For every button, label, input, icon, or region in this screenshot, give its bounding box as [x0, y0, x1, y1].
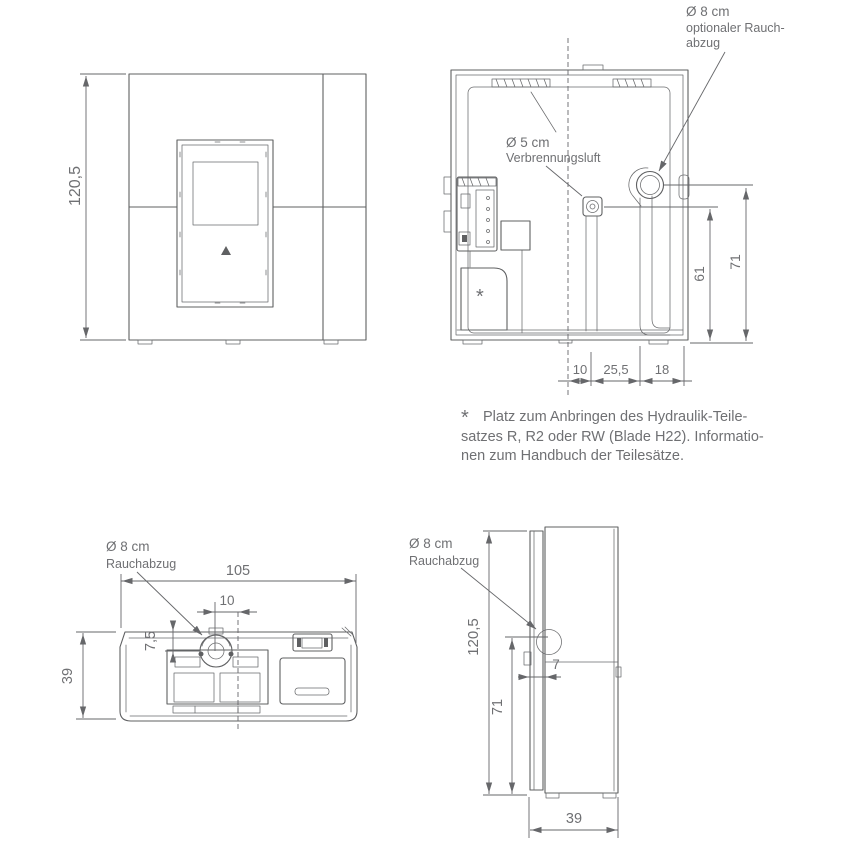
footnote-line3: nen zum Handbuch der Teilesätze. [461, 448, 685, 464]
smoke-outlet-pipe [641, 176, 660, 195]
side-smoke-label-line1: Ø 8 cm [409, 536, 453, 551]
electronics-panel-hatch [462, 178, 489, 186]
side-dim7-label: 7 [552, 657, 560, 672]
combustion-air-connector [583, 197, 602, 216]
panel-socket-inner [462, 235, 467, 242]
rear-smoke-label-line3: abzug [686, 36, 721, 50]
footnote [461, 407, 764, 464]
dim-18-label: 18 [654, 362, 670, 377]
combustion-air-center [590, 204, 595, 209]
board-pin [487, 197, 490, 200]
board-pin [487, 230, 490, 233]
rear-body-outline [451, 70, 688, 340]
front-door-glass [193, 162, 258, 225]
pellet-lid-handle-slot [295, 688, 329, 695]
top-smoke-tab [209, 628, 223, 634]
rear-view [444, 4, 785, 398]
rear-junction-box [501, 221, 530, 250]
dim-10-label: 10 [572, 362, 588, 377]
display-clip-right [324, 638, 328, 647]
top-vent-large-left [174, 673, 214, 702]
air-duct-lines [586, 216, 597, 331]
pellet-lid [280, 658, 345, 704]
collar-clamp-right [229, 652, 234, 657]
top-display-window [302, 638, 322, 648]
brand-logo-mark [221, 246, 231, 255]
top-vent-small-right [233, 657, 258, 667]
rear-left-hinge-tab2 [444, 211, 451, 232]
top-smoke-label-line2: Rauchabzug [106, 557, 177, 571]
rear-inner-frame [456, 75, 683, 335]
top-smoke-label-line1: Ø 8 cm [106, 539, 150, 554]
display-clip-left [297, 638, 301, 647]
top-smoke-outlet-pipe [208, 643, 224, 659]
top-front-strip [173, 706, 260, 713]
front-dim-extensions [80, 74, 126, 340]
fan-scroll-housing [629, 168, 648, 206]
top-smoke-collar-arc [202, 635, 230, 646]
dim-61-label: 61 [691, 266, 707, 282]
dim-39top-label: 39 [60, 667, 76, 685]
combustion-air-opening [587, 201, 599, 213]
rear-feet [463, 340, 668, 344]
hinge-strip-left [492, 79, 550, 87]
front-door-frame [177, 140, 273, 307]
side-view [409, 527, 621, 838]
side-dim39-label: 39 [565, 811, 583, 827]
dim-71-label: 71 [727, 254, 743, 270]
dim-top10-label: 10 [219, 593, 235, 608]
rear-smoke-label-line2: optionaler Rauch- [686, 21, 785, 35]
side-smoke-outlet [537, 630, 562, 655]
top-smoke-outlet-flange [200, 635, 232, 667]
board-pin [487, 219, 490, 222]
side-rear-panel [530, 531, 543, 790]
top-view [60, 539, 357, 731]
rear-top-tab [583, 65, 603, 70]
hinge-strip-right-hatch [617, 79, 644, 87]
smoke-duct-lines [640, 196, 670, 335]
dim-75-label: 7,5 [143, 630, 159, 652]
top-vent-large-right [220, 673, 260, 702]
side-dim1205-label: 120,5 [465, 618, 482, 656]
top-front-strip-ticks [195, 706, 238, 713]
board-pin [487, 241, 490, 244]
rear-air-label-line2: Verbrennungsluft [506, 151, 601, 165]
dim-105-label: 105 [225, 563, 251, 579]
front-door-inner-frame [182, 145, 268, 302]
hydraulic-space-asterisk: * [476, 286, 484, 308]
rear-air-label-line1: Ø 5 cm [506, 135, 550, 150]
top-vent-small-left [175, 657, 200, 667]
rear-smoke-label-line1: Ø 8 cm [686, 4, 730, 19]
rear-left-hinge-tab [444, 177, 451, 194]
front-height-dim-label: 120,5 [67, 165, 84, 207]
board-pin [487, 208, 490, 211]
side-dim1205-extensions [483, 531, 527, 795]
panel-switch [461, 194, 470, 208]
collar-clamp-left [199, 652, 204, 657]
air-label-leader [546, 166, 582, 196]
side-feet [546, 793, 616, 798]
front-view [67, 74, 366, 344]
side-smoke-label-line2: Rauchabzug [409, 554, 480, 568]
footnote-line2: satzes R, R2 oder RW (Blade H22). Informatio- [461, 429, 764, 445]
back-plate-fold-line [531, 92, 556, 132]
dim-39top-extensions [76, 632, 116, 719]
side-dim71-label: 71 [490, 698, 506, 716]
circuit-board [476, 190, 494, 247]
electronics-panel [457, 177, 497, 251]
hinge-strip-left-hatch [496, 79, 547, 87]
dim-255-label: 25,5 [603, 362, 629, 377]
front-feet [138, 340, 338, 344]
top-center-panel [167, 650, 268, 704]
footnote-star: * [461, 407, 469, 429]
footnote-line1: Platz zum Anbringen des Hydraulik-Teile- [483, 409, 748, 425]
